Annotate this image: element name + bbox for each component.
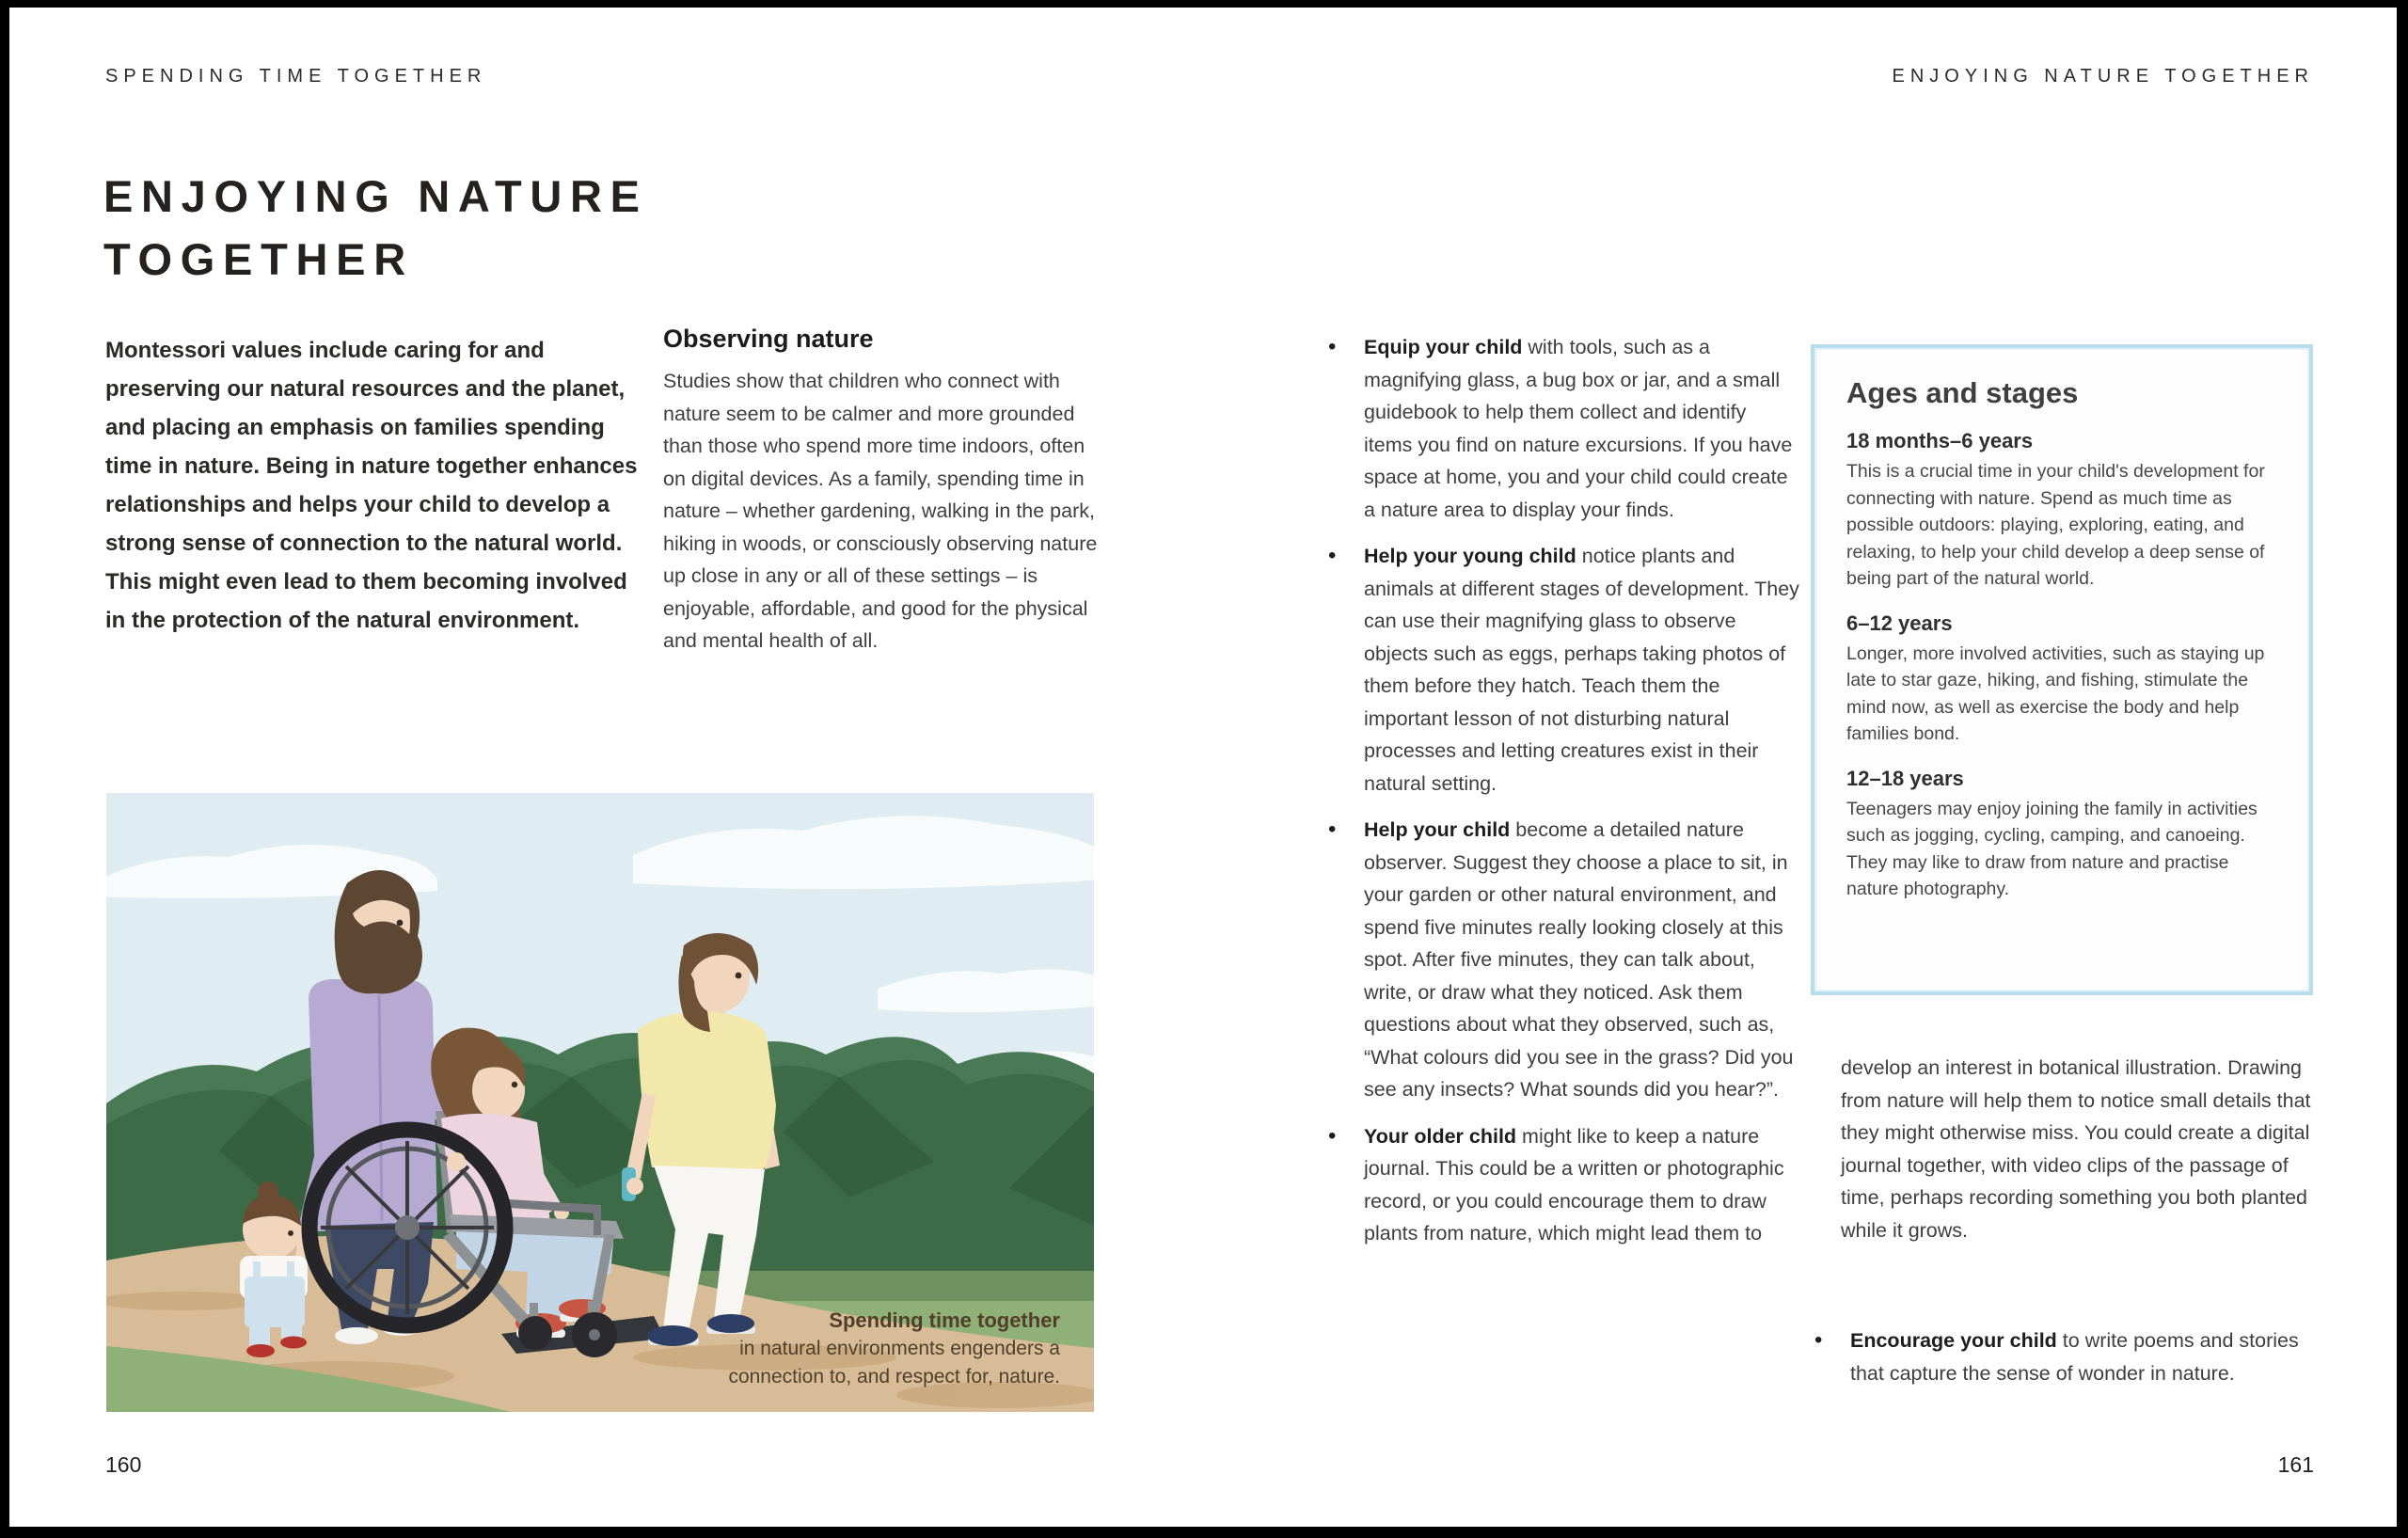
nature-walk-illustration: [106, 793, 1094, 1412]
running-head-left: SPENDING TIME TOGETHER: [105, 66, 487, 87]
page-title: [103, 166, 648, 291]
bullet-lead-in: Equip your child: [1364, 336, 1523, 358]
stage-text: Teenagers may enjoy joining the family in activities such as jogging, cycling, camping, and canoeing. They may like to draw from nature and practise nature photography.: [1846, 798, 2258, 899]
ages-box-title: Ages and stages: [1846, 376, 2079, 409]
page-title-line1: ENJOYING NATURE: [103, 171, 648, 221]
bullet-lead-in: Encourage your child: [1850, 1329, 2057, 1352]
page-number-right: 161: [2277, 1452, 2314, 1477]
list-item: [1324, 814, 1799, 1106]
image-caption-text: in natural environments engenders a connection to, and respect for, nature.: [728, 1338, 1060, 1387]
list-item: [1324, 331, 1799, 526]
observing-nature-column: [663, 325, 1107, 658]
bullet-text: to write poems and stories that capture the sense of wonder in nature.: [1850, 1329, 2299, 1385]
bullet-text: with tools, such as a magnifying glass, a bug box or jar, and a small guidebook to help them collect and identify items you find on nature excursions. If you have space at home, you and your child could create a nature area to display your finds.: [1364, 336, 1793, 521]
bullet-lead-in: Your older child: [1364, 1124, 1517, 1148]
page-number-left: 160: [105, 1452, 142, 1477]
stage-age-heading: 6–12 years: [1846, 610, 1953, 635]
stage-age-heading: 18 months–6 years: [1846, 429, 2034, 452]
image-caption: [703, 1307, 1060, 1391]
bullet-text: might like to keep a nature journal. This could be a written or photographic record, or you could encourage them to draw plants from nature, which might lead them to: [1364, 1124, 1784, 1245]
tips-bullet-list: [1324, 331, 1799, 1264]
observing-nature-body: Studies show that children who connect with nature seem to be calmer and more grounded than those who spend more time indoors, often on digital devices. As a family, spending time in nature – whether gardening, walking in the park, hiking in woods, or consciously observing nature up close in any or all of these settings – is enjoyable, affordable, and good for the physical and mental health of all.: [663, 370, 1098, 652]
list-item: [1324, 540, 1799, 800]
stage-block: [1846, 767, 2277, 903]
observing-nature-heading: Observing nature: [663, 325, 874, 353]
stage-age-heading: 12–18 years: [1846, 766, 1964, 790]
image-caption-title: Spending time together: [829, 1308, 1060, 1332]
final-bullet-item: [1811, 1324, 2300, 1389]
bullet-lead-in: Help your young child: [1364, 545, 1576, 567]
stage-block: [1846, 611, 2277, 748]
stage-text: This is a crucial time in your child's development for connecting with nature. Spend as much time as possible outdoors: playing, exploring, eating, and relaxing, to help your child develop a deep sense of being part of the natural world.: [1846, 461, 2265, 589]
bullet-lead-in: Help your child: [1364, 818, 1511, 841]
list-item: [1811, 1324, 2300, 1389]
continuation-paragraph: develop an interest in botanical illustration. Drawing from nature will help them to notice small details that they might otherwise miss. You could create a digital journal together, with video clips of the passage of time, perhaps recording something you both planted while it grows.: [1841, 1056, 2311, 1242]
page-title-line2: TOGETHER: [103, 233, 414, 284]
stage-block: [1846, 429, 2277, 593]
bullet-text: become a detailed nature observer. Suggest they choose a place to sit, in your garden or other natural environment, and spend five minutes really looking closely at this spot. After five minutes, they can talk about, write, or draw what they noticed. Ask them questions about what they observed, such as, “What colours did you see in the grass? Did you see any insects? What sounds did you hear?”.: [1364, 818, 1794, 1101]
ages-and-stages-box: [1811, 344, 2313, 995]
bullet-text: notice plants and animals at different stages of development. They can use their magnifying glass to observe objects such as eggs, perhaps taking photos of them before they hatch. Teach them the important lesson of not disturbing natural processes and letting creatures exist in their natural setting.: [1364, 545, 1799, 795]
stage-text: Longer, more involved activities, such as staying up late to star gaze, hiking, and fishing, stimulate the mind now, as well as exercise the body and help families bond.: [1846, 642, 2265, 744]
intro-paragraph: Montessori values include caring for and preserving our natural resources and the planet, and placing an emphasis on families spending time in nature. Being in nature together enhances relationships and helps your child to develop a strong sense of connection to the natural world. This might even lead to them becoming involved in the protection of the natural environment.: [105, 338, 638, 633]
page-spread: [9, 8, 2397, 1527]
running-head-right: ENJOYING NATURE TOGETHER: [1892, 66, 2314, 87]
list-item: [1324, 1120, 1799, 1250]
